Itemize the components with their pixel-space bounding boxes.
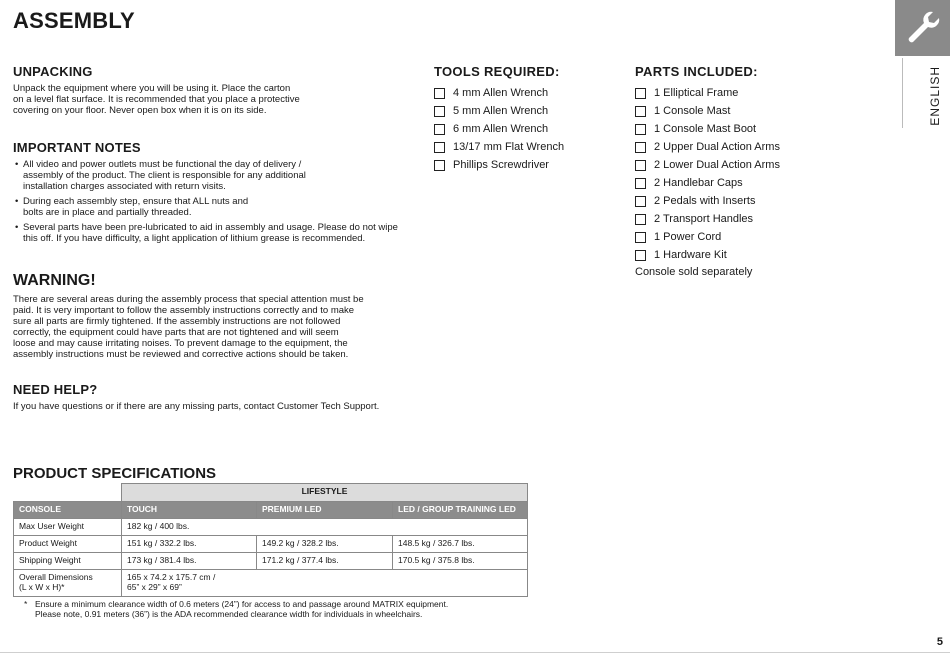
checkbox[interactable] bbox=[635, 214, 646, 225]
tool-item: 13/17 mm Flat Wrench bbox=[434, 138, 624, 156]
table-cell: 171.2 kg / 377.4 lbs. bbox=[257, 553, 393, 570]
checkbox[interactable] bbox=[434, 88, 445, 99]
unpacking-heading: UNPACKING bbox=[13, 64, 93, 79]
part-item: 1 Console Mast bbox=[635, 102, 845, 120]
checkbox[interactable] bbox=[635, 196, 646, 207]
column-header: PREMIUM LED bbox=[257, 502, 393, 519]
language-label: ENGLISH bbox=[928, 66, 942, 126]
table-cell: 173 kg / 381.4 lbs. bbox=[122, 553, 257, 570]
need-help-heading: NEED HELP? bbox=[13, 382, 98, 397]
bottom-divider bbox=[0, 652, 950, 653]
checkbox[interactable] bbox=[635, 232, 646, 243]
section-tab bbox=[895, 0, 950, 56]
table-cell: 182 kg / 400 lbs. bbox=[122, 519, 528, 536]
list-item: • Several parts have been pre-lubricated to aid in assembly and usage. Please do not wipe this off. If you have difficulty, a light application of lithium grease is recommended. bbox=[13, 222, 408, 244]
row-label: Product Weight bbox=[14, 536, 122, 553]
tool-item: 6 mm Allen Wrench bbox=[434, 120, 624, 138]
row-label: Max User Weight bbox=[14, 519, 122, 536]
checkbox[interactable] bbox=[635, 106, 646, 117]
parts-column bbox=[635, 64, 845, 278]
checkbox[interactable] bbox=[434, 106, 445, 117]
list-item: • All video and power outlets must be functional the day of delivery / assembly of the product. The client is responsible for any additional installation charges associated with return visits. bbox=[13, 159, 408, 192]
column-header: TOUCH bbox=[122, 502, 257, 519]
part-item: 2 Upper Dual Action Arms bbox=[635, 138, 845, 156]
page-title: ASSEMBLY bbox=[13, 8, 135, 33]
tool-item: 5 mm Allen Wrench bbox=[434, 102, 624, 120]
checkbox[interactable] bbox=[635, 160, 646, 171]
checkbox[interactable] bbox=[635, 178, 646, 189]
need-help-text: If you have questions or if there are any missing parts, contact Customer Tech Support. bbox=[13, 401, 380, 412]
table-cell: 149.2 kg / 328.2 lbs. bbox=[257, 536, 393, 553]
tools-list bbox=[434, 84, 624, 174]
console-note: Console sold separately bbox=[635, 266, 753, 278]
row-label: Overall Dimensions (L x W x H)* bbox=[14, 570, 122, 597]
checkbox[interactable] bbox=[635, 88, 646, 99]
specs-table bbox=[13, 483, 528, 597]
table-cell: 170.5 kg / 375.8 lbs. bbox=[393, 553, 528, 570]
blank-cell bbox=[14, 484, 122, 502]
checkbox[interactable] bbox=[635, 124, 646, 135]
part-item: 2 Pedals with Inserts bbox=[635, 192, 845, 210]
row-label: Shipping Weight bbox=[14, 553, 122, 570]
specs-heading: PRODUCT SPECIFICATIONS bbox=[13, 465, 217, 482]
page-number: 5 bbox=[936, 636, 943, 648]
checkbox[interactable] bbox=[434, 160, 445, 171]
part-item: 1 Elliptical Frame bbox=[635, 84, 845, 102]
part-item: 1 Console Mast Boot bbox=[635, 120, 845, 138]
parts-list bbox=[635, 84, 845, 264]
column-header: LED / GROUP TRAINING LED bbox=[393, 502, 528, 519]
wrench-icon bbox=[903, 8, 943, 48]
table-row bbox=[14, 536, 528, 553]
important-notes-heading: IMPORTANT NOTES bbox=[13, 140, 141, 155]
table-row bbox=[14, 553, 528, 570]
lifestyle-band: LIFESTYLE bbox=[122, 484, 528, 502]
warning-text: There are several areas during the assembly process that special attention must be paid. It is very important to follow the assembly instructions correctly and to make sure all parts are firmly tightened. If the assembly instructions are not followed correctly, the equipment could have parts that are not tightened and will seem loose and may cause irritating noises. To prevent damage to the equipment, the assembly instructions must be reviewed and corrective actions should be taken. bbox=[13, 294, 364, 360]
unpacking-text: Unpack the equipment where you will be using it. Place the carton on a level flat surface. It is recommended that you place a protective covering on your floor. Never open box when it is on its side. bbox=[13, 83, 300, 116]
table-row bbox=[14, 519, 528, 536]
warning-heading: WARNING! bbox=[13, 272, 96, 289]
part-item: 1 Power Cord bbox=[635, 228, 845, 246]
table-row bbox=[14, 570, 528, 597]
checkbox[interactable] bbox=[635, 250, 646, 261]
tool-item: 4 mm Allen Wrench bbox=[434, 84, 624, 102]
part-item: 2 Transport Handles bbox=[635, 210, 845, 228]
part-item: 1 Hardware Kit bbox=[635, 246, 845, 264]
part-item: 2 Handlebar Caps bbox=[635, 174, 845, 192]
tools-heading: TOOLS REQUIRED: bbox=[434, 64, 560, 79]
table-cell: 148.5 kg / 326.7 lbs. bbox=[393, 536, 528, 553]
part-item: 2 Lower Dual Action Arms bbox=[635, 156, 845, 174]
footnote: * Ensure a minimum clearance width of 0.6 meters (24”) for access to and passage around MATRIX equipment. Please note, 0.91 meters (36”) is the ADA recommended clearance width for individuals in wheelchairs. bbox=[24, 599, 449, 619]
tool-item: Phillips Screwdriver bbox=[434, 156, 624, 174]
tools-column bbox=[434, 64, 624, 174]
checkbox[interactable] bbox=[434, 124, 445, 135]
column-header: CONSOLE bbox=[14, 502, 122, 519]
list-item: • During each assembly step, ensure that ALL nuts and bolts are in place and partially threaded. bbox=[13, 196, 408, 218]
side-rule bbox=[902, 58, 903, 128]
left-column bbox=[13, 64, 408, 412]
table-cell: 165 x 74.2 x 175.7 cm / 65” x 29” x 69” bbox=[122, 570, 528, 597]
checkbox[interactable] bbox=[434, 142, 445, 153]
parts-heading: PARTS INCLUDED: bbox=[635, 64, 758, 79]
checkbox[interactable] bbox=[635, 142, 646, 153]
important-notes-list bbox=[13, 159, 408, 244]
table-cell: 151 kg / 332.2 lbs. bbox=[122, 536, 257, 553]
